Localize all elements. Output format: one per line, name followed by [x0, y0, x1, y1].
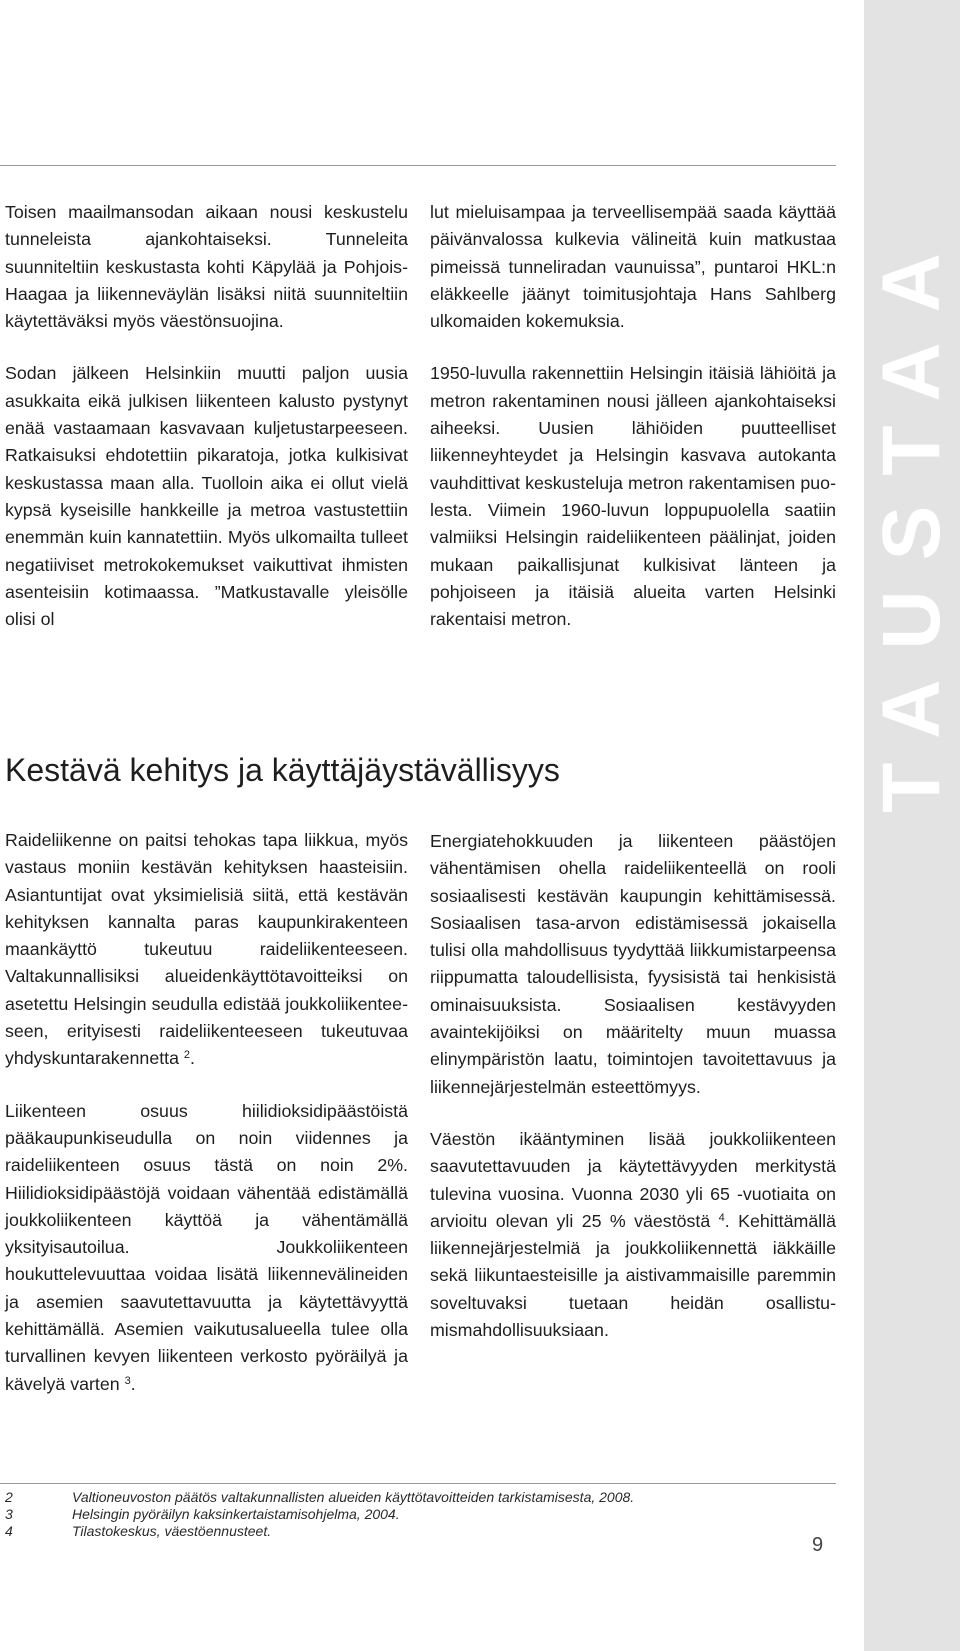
footnote: [5, 1506, 835, 1523]
column-1: [5, 199, 408, 658]
paragraph-text: .: [130, 1373, 136, 1394]
paragraph: [430, 828, 836, 1101]
section-label-text: TAUSTAA: [866, 222, 958, 813]
paragraph: [5, 827, 408, 1073]
page-number: 9: [812, 1534, 824, 1556]
paragraph-text: . Kehittämällä liikennejärjestelmiä ja joukkoliikennettä iäkkäille sekä liikuntaesteisille ja aistivammaisille paremmin soveltuvaksi tuetaan heidän osallistumismahdollisuuksiaan.: [430, 1210, 836, 1341]
footnote-ref: 4: [718, 1211, 725, 1224]
paragraph: lut mieluisampaa ja terveellisempää saada käyttää päivänvalossa kulkevia välineitä kuin matkustaa pimeissä tunneliradan vaunuissa”, puntaroi HKL:n eläkkeelle jäänyt toimitusjohtaja Hans Sahlberg ulkomaiden kokemuksia.: [430, 202, 836, 332]
paragraph-text: .: [190, 1048, 195, 1069]
paragraph-text: Energiatehokkuuden ja liikenteen päästöjen vähentämisen ohella raideliikenteellä on rooli sosiaalisesti kestävän kaupungin kehittämisessä. Sosiaalisen tasa-arvon edistämisessä jokaisella tulisi olla mahdollisuus tyydyttää liikkumistarpeensa riippumatta taloudellisista, fyysisistä tai henkisistä ominaisuuksista. Sosiaalisen kestävyyden avaintekijöiksi on määritelty muun muassa elinympäristön laatu, toimintojen tavoitettavuus ja liikennejärjestelmän esteettömyys.: [430, 831, 836, 1097]
column-2: [430, 199, 836, 658]
paragraph: 1950-luvulla rakennettiin Helsingin itäisiä lähiöitä ja metron rakentaminen nousi jälleen ajankohtaiseksi aiheeksi. Uusien lähiöiden puutteelliset liikenneyhteydet ja Helsingin kasvava autokanta vauhdittivat keskusteluja metron rakentamisen puolesta. Viimein 1960-luvun loppupuolella saatiin valmiiksi Helsingin raideliikenteen päälinjat, joiden mukaan paikallisjunat kulkisivat länteen ja pohjoiseen ja itäisiä alueita varten Helsinki rakentaisi metron.: [430, 363, 836, 630]
footnote-ref: 3: [124, 1374, 131, 1387]
footnotes: [5, 1489, 835, 1540]
footnote: [5, 1489, 835, 1506]
paragraph: [5, 1098, 408, 1398]
paragraph-text: Liikenteen osuus hiilidioksidipäästöistä pääkaupunkiseudulla on noin viidennes ja raideliikenteen osuus tästä on noin 2%. Hiilidioksidipäästöjä voidaan vähentää edistämällä joukkoliikenteen käyttöä ja vähentämällä yksityisautoilua. Joukkoliikenteen houkuttelevuuttaa voidaa lisätä liikennevälineiden ja asemien saavutettavuutta ja käytettävyyttä kehittämällä. Asemien vaikutusalueella tulee olla turvallinen kevyen liikenteen verkosto pyöräilyä ja kävelyä varten: [5, 1100, 408, 1394]
column-3: [5, 827, 408, 1423]
footnote-rule: [0, 1483, 836, 1484]
paragraph-text: Raideliikenne on paitsi tehokas tapa liikkua, myös vastaus moniin kestävän kehityksen haasteisiin. Asiantuntijat ovat yksimielisiä siitä, että kestävän kehityksen kannalta paras kaupunkirakenteen maankäyttö tukeutuu raideliikenteeseen. Valtakunnallisiksi alueidenkäyttötavoitteiksi on asetettu Helsingin seudulla edistää joukkoliikenteeseen, erityisesti raideliikenteeseen tukeutuvaa yhdyskuntarakennetta: [5, 830, 408, 1069]
section-heading: Kestävä kehitys ja käyttäjäystävällisyys: [5, 752, 560, 788]
paragraph: Sodan jälkeen Helsinkiin muutti paljon uusia asukkaita eikä julkisen liikenteen kalusto pystynyt enää vastaamaan kasvavaan kuljetustarpeeseen. Ratkaisuksi ehdotettiin pikaratoja, jotka kulkisivat keskustassa maan alla. Tuolloin aika ei ollut vielä kypsä kyseisille hankkeille ja metroa vastustettiin enemmän kuin kannatettiin. Myös ulkomailta tulleet negatiiviset metrokokemukset vaikuttivat ihmisten asenteisiin kotimaassa. ”Matkustavalle yleisölle olisi ol: [5, 363, 408, 630]
column-4: [430, 828, 836, 1369]
footnote-text: Valtioneuvoston päätös valtakunnallisten alueiden käyttötavoitteiden tarkistamisesta, 2008.: [72, 1489, 635, 1505]
footnote-text: Helsingin pyöräilyn kaksinkertaistamisohjelma, 2004.: [72, 1506, 400, 1522]
footnote-number: 2: [5, 1489, 13, 1505]
top-rule: [0, 165, 836, 166]
footnote-ref: 2: [183, 1049, 191, 1062]
footnote: [5, 1523, 835, 1540]
paragraph: Toisen maailmansodan aikaan nousi keskustelu tunneleista ajankohtaiseksi. Tunneleita suunniteltiin keskustasta kohti Käpylää ja Pohjois-Haagaa ja liikenneväylän lisäksi niitä suunniteltiin käytettäväksi myös väestönsuojina.: [5, 202, 408, 332]
footnote-number: 4: [5, 1523, 13, 1539]
footnote-number: 3: [5, 1506, 13, 1522]
paragraph-text: Väestön ikääntyminen lisää joukkoliikenteen saavutettavuuden ja käytettävyyden merkitystä tulevina vuosina. Vuonna 2030 yli 65 -vuotiaita on arvioitu olevan yli 25 % väestöstä: [430, 1128, 836, 1231]
footnote-text: Tilastokeskus, väestöennusteet.: [72, 1523, 272, 1539]
section-label: [864, 222, 960, 813]
paragraph: [430, 1126, 836, 1344]
